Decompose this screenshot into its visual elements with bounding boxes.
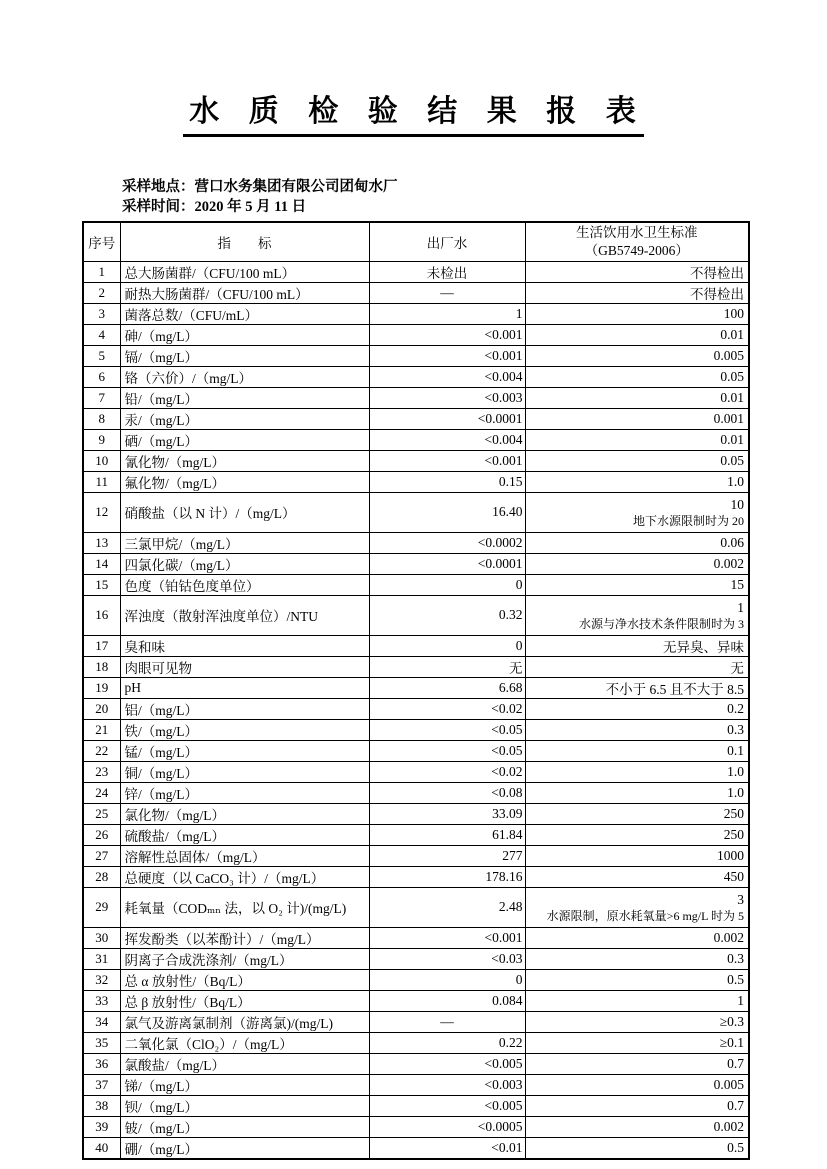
measured-value-cell: <0.0001 <box>369 408 525 429</box>
results-table <box>82 221 750 1160</box>
row-number-cell: 24 <box>83 782 120 803</box>
table-row <box>83 1116 749 1137</box>
standard-limit-cell: ≥0.1 <box>525 1032 749 1053</box>
measured-value-cell: 33.09 <box>369 803 525 824</box>
row-number-cell: 29 <box>83 887 120 927</box>
table-row <box>83 408 749 429</box>
indicator-cell: 铜/（mg/L） <box>120 761 369 782</box>
sampling-time-line <box>122 197 827 217</box>
table-row <box>83 1053 749 1074</box>
indicator-cell: 耐热大肠菌群/（CFU/100 mL） <box>120 282 369 303</box>
indicator-cell: 氯酸盐/（mg/L） <box>120 1053 369 1074</box>
standard-limit-cell: 0.5 <box>525 1137 749 1159</box>
standard-limit-cell: 0.005 <box>525 1074 749 1095</box>
standard-limit-cell: 不得检出 <box>525 261 749 282</box>
standard-limit-cell: 1.0 <box>525 782 749 803</box>
table-row <box>83 948 749 969</box>
measured-value-cell: 0 <box>369 969 525 990</box>
standard-limit-cell: 0.7 <box>525 1095 749 1116</box>
table-row <box>83 324 749 345</box>
table-row <box>83 761 749 782</box>
measured-value-cell: 0 <box>369 574 525 595</box>
measured-value-cell: <0.001 <box>369 927 525 948</box>
standard-limit-cell: 1.0 <box>525 761 749 782</box>
sampling-info <box>122 177 827 217</box>
measured-value-cell: <0.05 <box>369 740 525 761</box>
indicator-cell: 硝酸盐（以 N 计）/（mg/L） <box>120 492 369 532</box>
table-row <box>83 969 749 990</box>
sampling-location-label: 采样地点： <box>122 179 195 195</box>
row-number-cell: 38 <box>83 1095 120 1116</box>
indicator-cell: 砷/（mg/L） <box>120 324 369 345</box>
sampling-time-value: 2020 年 5 月 11 日 <box>194 199 307 215</box>
row-number-cell: 13 <box>83 532 120 553</box>
standard-limit-line2: 地下水源限制时为 20 <box>632 514 744 528</box>
measured-value-cell: <0.001 <box>369 450 525 471</box>
measured-value-cell: 61.84 <box>369 824 525 845</box>
header-standard-line2: （GB5749-2006） <box>584 242 689 258</box>
indicator-cell: 四氯化碳/（mg/L） <box>120 553 369 574</box>
table-row <box>83 677 749 698</box>
row-number-cell: 30 <box>83 927 120 948</box>
measured-value-cell: 0.32 <box>369 595 525 635</box>
indicator-cell: 铍/（mg/L） <box>120 1116 369 1137</box>
page-title: 水 质 检 验 结 果 报 表 <box>183 94 644 137</box>
row-number-cell: 26 <box>83 824 120 845</box>
measured-value-cell: 1 <box>369 303 525 324</box>
standard-limit-line1: 10 <box>730 497 744 512</box>
row-number-cell: 22 <box>83 740 120 761</box>
row-number-cell: 12 <box>83 492 120 532</box>
measured-value-cell: <0.0005 <box>369 1116 525 1137</box>
sampling-location-value: 营口水务集团有限公司团甸水厂 <box>194 179 398 195</box>
measured-value-cell: <0.05 <box>369 719 525 740</box>
indicator-cell: 阴离子合成洗涤剂/（mg/L） <box>120 948 369 969</box>
indicator-cell: 总 β 放射性/（Bq/L） <box>120 990 369 1011</box>
measured-value-cell: 277 <box>369 845 525 866</box>
table-row <box>83 927 749 948</box>
standard-limit-cell: 0.002 <box>525 553 749 574</box>
row-number-cell: 21 <box>83 719 120 740</box>
indicator-cell: 硼/（mg/L） <box>120 1137 369 1159</box>
standard-limit-cell: 不小于 6.5 且不大于 8.5 <box>525 677 749 698</box>
indicator-cell: 臭和味 <box>120 635 369 656</box>
standard-limit-cell <box>525 595 749 635</box>
measured-value-cell: <0.02 <box>369 698 525 719</box>
table-row <box>83 635 749 656</box>
standard-limit-cell: 0.01 <box>525 429 749 450</box>
standard-limit-cell: 0.005 <box>525 345 749 366</box>
table-row <box>83 532 749 553</box>
row-number-cell: 36 <box>83 1053 120 1074</box>
indicator-cell: 氰化物/（mg/L） <box>120 450 369 471</box>
row-number-cell: 5 <box>83 345 120 366</box>
header-standard-line1: 生活饮用水卫生标准 <box>576 224 698 240</box>
indicator-cell: 色度（铂钴色度单位） <box>120 574 369 595</box>
table-row <box>83 553 749 574</box>
table-row <box>83 719 749 740</box>
table-row <box>83 887 749 927</box>
table-row <box>83 656 749 677</box>
standard-limit-cell: ≥0.3 <box>525 1011 749 1032</box>
header-indicator: 指 标 <box>120 222 369 261</box>
standard-limit-cell: 15 <box>525 574 749 595</box>
measured-value-cell: <0.005 <box>369 1053 525 1074</box>
indicator-cell: 氯气及游离氯制剂（游离氯)/(mg/L) <box>120 1011 369 1032</box>
measured-value-cell: 0.22 <box>369 1032 525 1053</box>
indicator-cell: 氯化物/（mg/L） <box>120 803 369 824</box>
indicator-cell: 溶解性总固体/（mg/L） <box>120 845 369 866</box>
row-number-cell: 39 <box>83 1116 120 1137</box>
measured-value-cell: 0.15 <box>369 471 525 492</box>
measured-value-cell: <0.005 <box>369 1095 525 1116</box>
indicator-cell: 总大肠菌群/（CFU/100 mL） <box>120 261 369 282</box>
standard-limit-cell: 0.06 <box>525 532 749 553</box>
measured-value-cell: 178.16 <box>369 866 525 887</box>
table-row <box>83 471 749 492</box>
standard-limit-cell <box>525 492 749 532</box>
indicator-cell: 硫酸盐/（mg/L） <box>120 824 369 845</box>
standard-limit-cell: 0.7 <box>525 1053 749 1074</box>
table-header <box>83 222 749 261</box>
indicator-cell: 耗氧量（CODₘₙ 法，以 O₂ 计)/(mg/L) <box>120 887 369 927</box>
indicator-cell: 铬（六价）/（mg/L） <box>120 366 369 387</box>
table-row <box>83 429 749 450</box>
table-row <box>83 782 749 803</box>
measured-value-cell: <0.0002 <box>369 532 525 553</box>
measured-value-cell: <0.03 <box>369 948 525 969</box>
table-row <box>83 261 749 282</box>
row-number-cell: 27 <box>83 845 120 866</box>
standard-limit-cell: 0.01 <box>525 324 749 345</box>
indicator-cell: 挥发酚类（以苯酚计）/（mg/L） <box>120 927 369 948</box>
table-row <box>83 803 749 824</box>
indicator-cell: 汞/（mg/L） <box>120 408 369 429</box>
indicator-cell: 钡/（mg/L） <box>120 1095 369 1116</box>
measured-value-cell: <0.0001 <box>369 553 525 574</box>
header-row <box>83 222 749 261</box>
row-number-cell: 16 <box>83 595 120 635</box>
row-number-cell: 25 <box>83 803 120 824</box>
table-row <box>83 824 749 845</box>
standard-limit-cell: 0.01 <box>525 387 749 408</box>
indicator-cell: 氟化物/（mg/L） <box>120 471 369 492</box>
indicator-cell: 铁/（mg/L） <box>120 719 369 740</box>
table-row <box>83 740 749 761</box>
indicator-cell: 锌/（mg/L） <box>120 782 369 803</box>
standard-limit-cell: 0.2 <box>525 698 749 719</box>
indicator-cell: 总硬度（以 CaCO₃ 计）/（mg/L） <box>120 866 369 887</box>
measured-value-cell: <0.004 <box>369 429 525 450</box>
row-number-cell: 11 <box>83 471 120 492</box>
indicator-cell: 菌落总数/（CFU/mL） <box>120 303 369 324</box>
row-number-cell: 34 <box>83 1011 120 1032</box>
indicator-cell: 铝/（mg/L） <box>120 698 369 719</box>
measured-value-cell: — <box>369 282 525 303</box>
indicator-cell: 镉/（mg/L） <box>120 345 369 366</box>
table-row <box>83 366 749 387</box>
row-number-cell: 6 <box>83 366 120 387</box>
table-row <box>83 990 749 1011</box>
row-number-cell: 35 <box>83 1032 120 1053</box>
indicator-cell: 三氯甲烷/（mg/L） <box>120 532 369 553</box>
indicator-cell: 铅/（mg/L） <box>120 387 369 408</box>
measured-value-cell: <0.003 <box>369 387 525 408</box>
header-value: 出厂水 <box>369 222 525 261</box>
measured-value-cell: <0.001 <box>369 345 525 366</box>
measured-value-cell: <0.001 <box>369 324 525 345</box>
table-row <box>83 698 749 719</box>
table-row <box>83 574 749 595</box>
title-wrap <box>0 0 827 137</box>
standard-limit-line2: 水源限制，原水耗氧量>6 mg/L 时为 5 <box>546 909 744 923</box>
measured-value-cell: — <box>369 1011 525 1032</box>
row-number-cell: 14 <box>83 553 120 574</box>
row-number-cell: 15 <box>83 574 120 595</box>
row-number-cell: 3 <box>83 303 120 324</box>
row-number-cell: 37 <box>83 1074 120 1095</box>
standard-limit-cell: 250 <box>525 803 749 824</box>
row-number-cell: 33 <box>83 990 120 1011</box>
table-row <box>83 866 749 887</box>
row-number-cell: 8 <box>83 408 120 429</box>
standard-limit-cell <box>525 887 749 927</box>
row-number-cell: 19 <box>83 677 120 698</box>
standard-limit-cell: 0.001 <box>525 408 749 429</box>
table-row <box>83 1137 749 1159</box>
standard-limit-cell: 0.1 <box>525 740 749 761</box>
table-row <box>83 387 749 408</box>
standard-limit-line2: 水源与净水技术条件限制时为 3 <box>578 617 744 631</box>
row-number-cell: 4 <box>83 324 120 345</box>
measured-value-cell: <0.01 <box>369 1137 525 1159</box>
row-number-cell: 20 <box>83 698 120 719</box>
measured-value-cell: <0.08 <box>369 782 525 803</box>
indicator-cell: 肉眼可见物 <box>120 656 369 677</box>
measured-value-cell: 0.084 <box>369 990 525 1011</box>
header-index: 序号 <box>83 222 120 261</box>
table-row <box>83 1032 749 1053</box>
header-standard <box>525 222 749 261</box>
standard-limit-cell: 1000 <box>525 845 749 866</box>
measured-value-cell: <0.02 <box>369 761 525 782</box>
row-number-cell: 23 <box>83 761 120 782</box>
table-row <box>83 450 749 471</box>
indicator-cell: 总 α 放射性/（Bq/L） <box>120 969 369 990</box>
table-row <box>83 345 749 366</box>
table-row <box>83 1095 749 1116</box>
row-number-cell: 31 <box>83 948 120 969</box>
table-row <box>83 1011 749 1032</box>
standard-limit-cell: 0.05 <box>525 366 749 387</box>
standard-limit-line1: 1 <box>737 600 744 615</box>
table-row <box>83 845 749 866</box>
row-number-cell: 9 <box>83 429 120 450</box>
indicator-cell: 浑浊度（散射浑浊度单位）/NTU <box>120 595 369 635</box>
standard-limit-cell: 0.002 <box>525 1116 749 1137</box>
row-number-cell: 2 <box>83 282 120 303</box>
standard-limit-cell: 0.3 <box>525 719 749 740</box>
measured-value-cell: <0.004 <box>369 366 525 387</box>
row-number-cell: 32 <box>83 969 120 990</box>
standard-limit-cell: 250 <box>525 824 749 845</box>
sampling-time-label: 采样时间： <box>122 199 195 215</box>
standard-limit-cell: 0.3 <box>525 948 749 969</box>
standard-limit-cell: 450 <box>525 866 749 887</box>
row-number-cell: 10 <box>83 450 120 471</box>
row-number-cell: 40 <box>83 1137 120 1159</box>
sampling-location-line <box>122 177 827 197</box>
row-number-cell: 18 <box>83 656 120 677</box>
standard-limit-cell: 100 <box>525 303 749 324</box>
indicator-cell: 锰/（mg/L） <box>120 740 369 761</box>
indicator-cell: 硒/（mg/L） <box>120 429 369 450</box>
table-row <box>83 492 749 532</box>
measured-value-cell: 6.68 <box>369 677 525 698</box>
indicator-cell: 二氧化氯（ClO₂）/（mg/L） <box>120 1032 369 1053</box>
measured-value-cell: 16.40 <box>369 492 525 532</box>
indicator-cell: 锑/（mg/L） <box>120 1074 369 1095</box>
row-number-cell: 17 <box>83 635 120 656</box>
standard-limit-cell: 0.5 <box>525 969 749 990</box>
row-number-cell: 28 <box>83 866 120 887</box>
table-row <box>83 1074 749 1095</box>
standard-limit-cell: 0.002 <box>525 927 749 948</box>
table-row <box>83 303 749 324</box>
row-number-cell: 7 <box>83 387 120 408</box>
standard-limit-cell: 1.0 <box>525 471 749 492</box>
measured-value-cell: 2.48 <box>369 887 525 927</box>
indicator-cell: pH <box>120 677 369 698</box>
table-body <box>83 261 749 1159</box>
table-row <box>83 595 749 635</box>
measured-value-cell: 无 <box>369 656 525 677</box>
standard-limit-cell: 无 <box>525 656 749 677</box>
table-row <box>83 282 749 303</box>
standard-limit-cell: 不得检出 <box>525 282 749 303</box>
standard-limit-cell: 0.05 <box>525 450 749 471</box>
measured-value-cell: 0 <box>369 635 525 656</box>
standard-limit-cell: 1 <box>525 990 749 1011</box>
measured-value-cell: 未检出 <box>369 261 525 282</box>
standard-limit-line1: 3 <box>737 892 744 907</box>
row-number-cell: 1 <box>83 261 120 282</box>
measured-value-cell: <0.003 <box>369 1074 525 1095</box>
standard-limit-cell: 无异臭、异味 <box>525 635 749 656</box>
